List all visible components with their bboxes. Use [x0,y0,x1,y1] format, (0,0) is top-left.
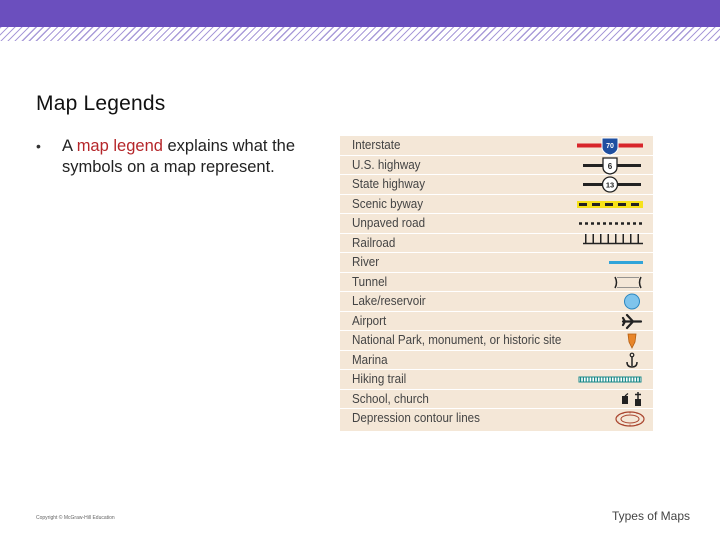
us-highway-icon [575,156,645,175]
bullet-text-start: A [62,137,77,155]
legend-label: Hiking trail [352,372,407,386]
legend-row [340,292,653,312]
airport-icon [575,312,645,331]
legend-label: Unpaved road [352,216,426,230]
bullet-text-end: explains what the symbols on a map represent. [62,137,296,176]
legend-label: Interstate [352,138,401,152]
legend-label: River [352,255,380,269]
hiking-trail-icon [575,370,645,389]
legend-label: Railroad [352,235,396,250]
svg-text:70: 70 [606,143,614,150]
legend-label: State highway [352,177,426,191]
legend-row [340,175,653,195]
legend-row [340,136,653,156]
legend-row [340,312,653,332]
legend-label: Lake/reservoir [352,294,426,308]
bullet-marker: • [36,138,41,154]
tunnel-icon [575,273,645,292]
legend-label: National Park, monument, or historic site [352,333,562,347]
river-icon [575,253,645,272]
scenic-byway-icon [575,195,645,214]
interstate-icon [575,136,645,155]
bullet-text [62,136,307,178]
legend-label: Airport [352,313,387,328]
header-band [0,0,720,27]
highlight-term: map legend [76,137,163,155]
header-hatch-pattern [0,27,720,41]
railroad-icon [575,234,645,253]
legend-row [340,273,653,293]
legend-label: Marina [352,352,388,367]
legend-label: Depression contour lines [352,411,480,425]
state-highway-icon [575,175,645,194]
legend-row [340,253,653,273]
legend-row [340,370,653,390]
legend-row [340,214,653,234]
legend-row [340,351,653,371]
legend-row [340,156,653,176]
section-label: Types of Maps [611,509,690,523]
legend-label: Tunnel [352,274,388,289]
legend-row [340,195,653,215]
unpaved-road-icon [575,214,645,233]
park-arrowhead-icon [575,331,645,350]
school-church-icon [575,390,645,409]
legend-label: U.S. highway [352,157,421,172]
map-legend [340,136,653,431]
legend-row [340,390,653,410]
legend-row [340,409,653,431]
legend-label: Scenic byway [352,196,424,211]
anchor-icon [575,351,645,370]
depression-contour-icon [575,409,645,428]
svg-text:6: 6 [607,161,613,171]
lake-icon [575,292,645,311]
legend-label: School, church [352,391,429,406]
copyright-text: Copyright © McGraw-Hill Education [36,515,115,521]
legend-row [340,331,653,351]
slide-title: Map Legends [36,92,166,115]
legend-row [340,234,653,254]
svg-text:13: 13 [605,180,615,190]
